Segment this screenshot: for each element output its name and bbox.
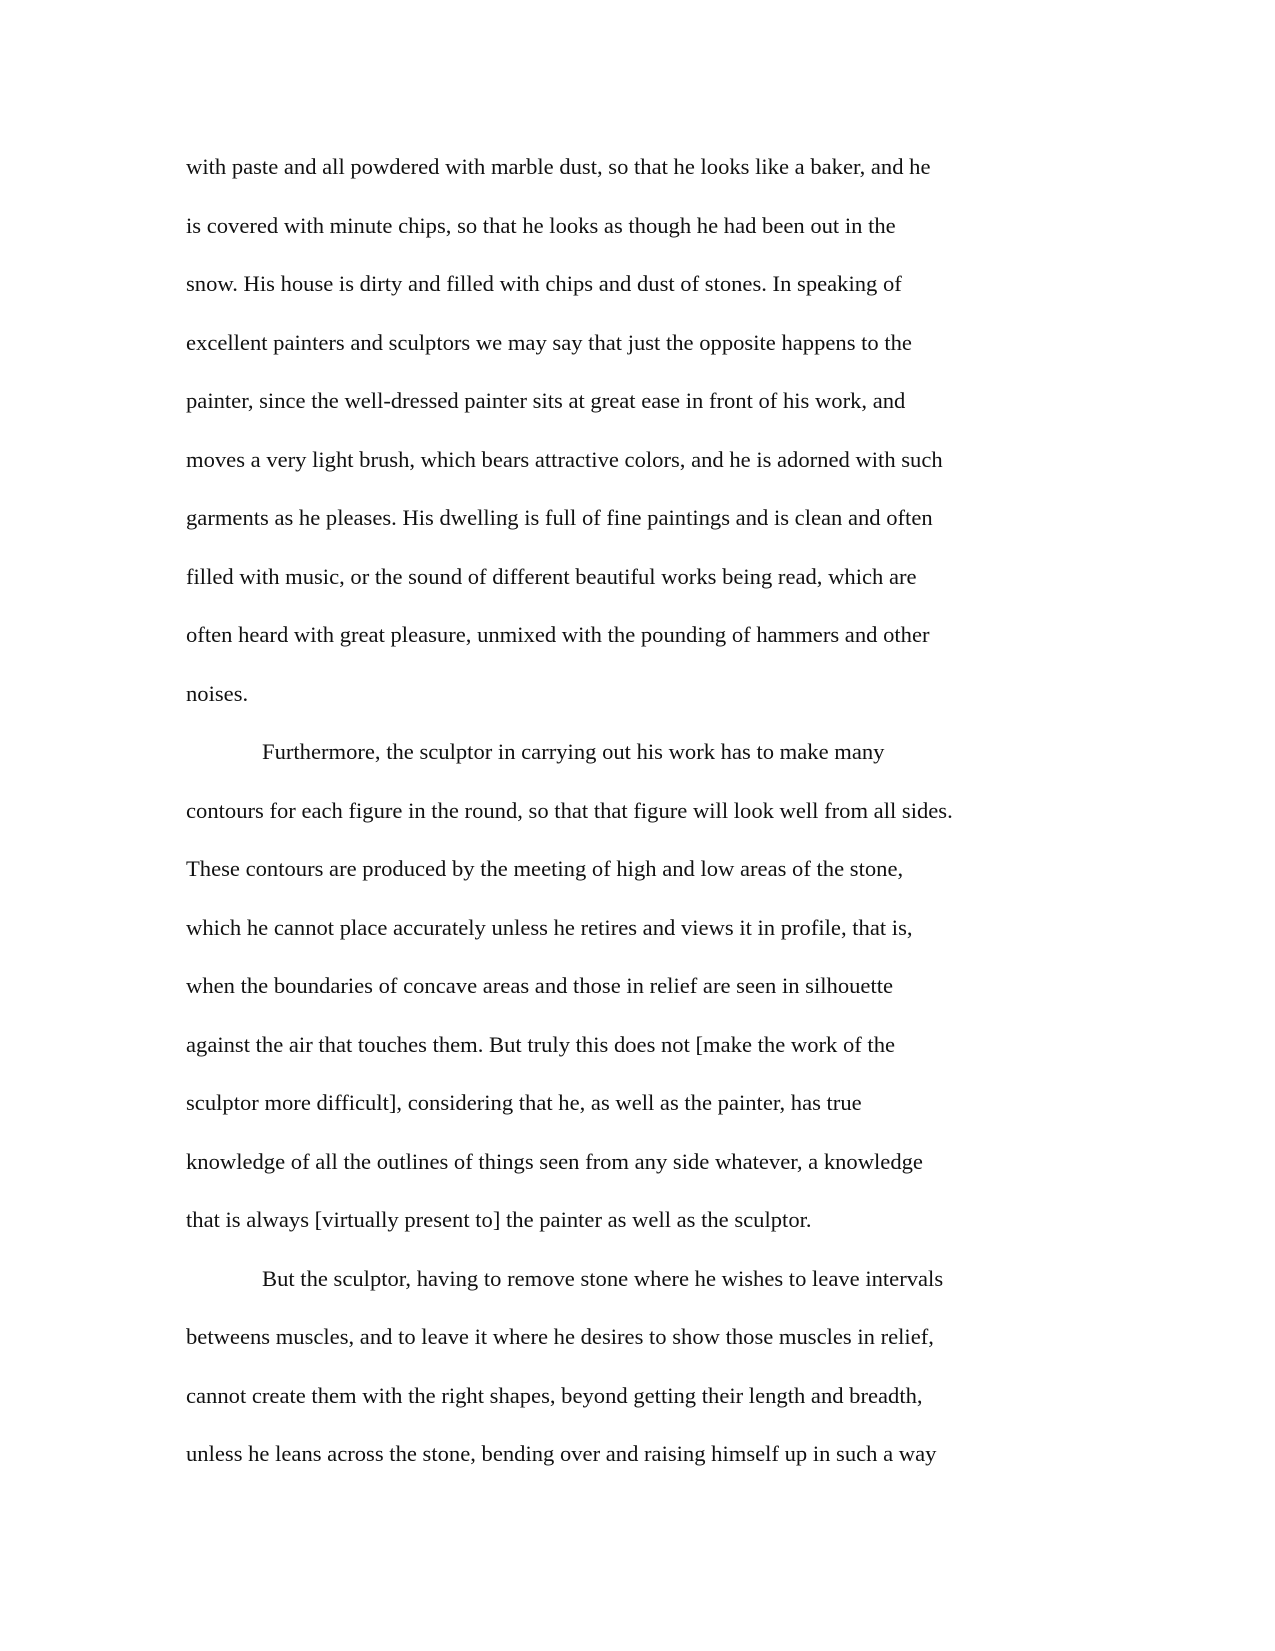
text-line: knowledge of all the outlines of things seen from any side whatever, a knowledge [186,1148,923,1174]
text-line: cannot create them with the right shapes, beyond getting their length and breadth, [186,1382,923,1408]
paragraph-first-line: But the sculptor, having to remove stone where he wishes to leave intervals [262,1265,944,1291]
text-line: sculptor more difficult], considering that he, as well as the painter, has true [186,1090,862,1115]
body-text [186,138,1091,1484]
text-line: snow. His house is dirty and filled with chips and dust of stones. In speaking of [186,271,902,296]
text-line: that is always [virtually present to] the painter as well as the sculptor. [186,1207,812,1232]
paragraph-first-line: Furthermore, the sculptor in carrying out his work has to make many [262,739,885,764]
text-line: when the boundaries of concave areas and those in relief are seen in silhouette [186,973,894,998]
text-line: against the air that touches them. But truly this does not [make the work of the [186,1031,896,1057]
text-line: painter, since the well-dressed painter sits at great ease in front of his work, and [186,388,906,413]
text-line: unless he leans across the stone, bending over and raising himself up in such a way [186,1441,937,1466]
text-line: contours for each figure in the round, so that that figure will look well from all sides. [186,797,953,823]
text-line: filled with music, or the sound of different beautiful works being read, which are [186,563,917,589]
text-line: which he cannot place accurately unless he retires and views it in profile, that is, [186,914,913,940]
text-line: excellent painters and sculptors we may say that just the opposite happens to the [186,329,912,355]
text-line: moves a very light brush, which bears attractive colors, and he is adorned with such [186,446,943,472]
text-line: often heard with great pleasure, unmixed with the pounding of hammers and other [186,622,930,647]
text-line: garments as he pleases. His dwelling is full of fine paintings and is clean and often [186,505,933,530]
text-line: is covered with minute chips, so that he looks as though he had been out in the [186,212,896,238]
text-line: with paste and all powdered with marble dust, so that he looks like a baker, and he [186,154,931,179]
text-line: betweens muscles, and to leave it where he desires to show those muscles in relief, [186,1324,934,1349]
text-line: These contours are produced by the meeting of high and low areas of the stone, [186,856,904,881]
text-line: noises. [186,680,249,706]
